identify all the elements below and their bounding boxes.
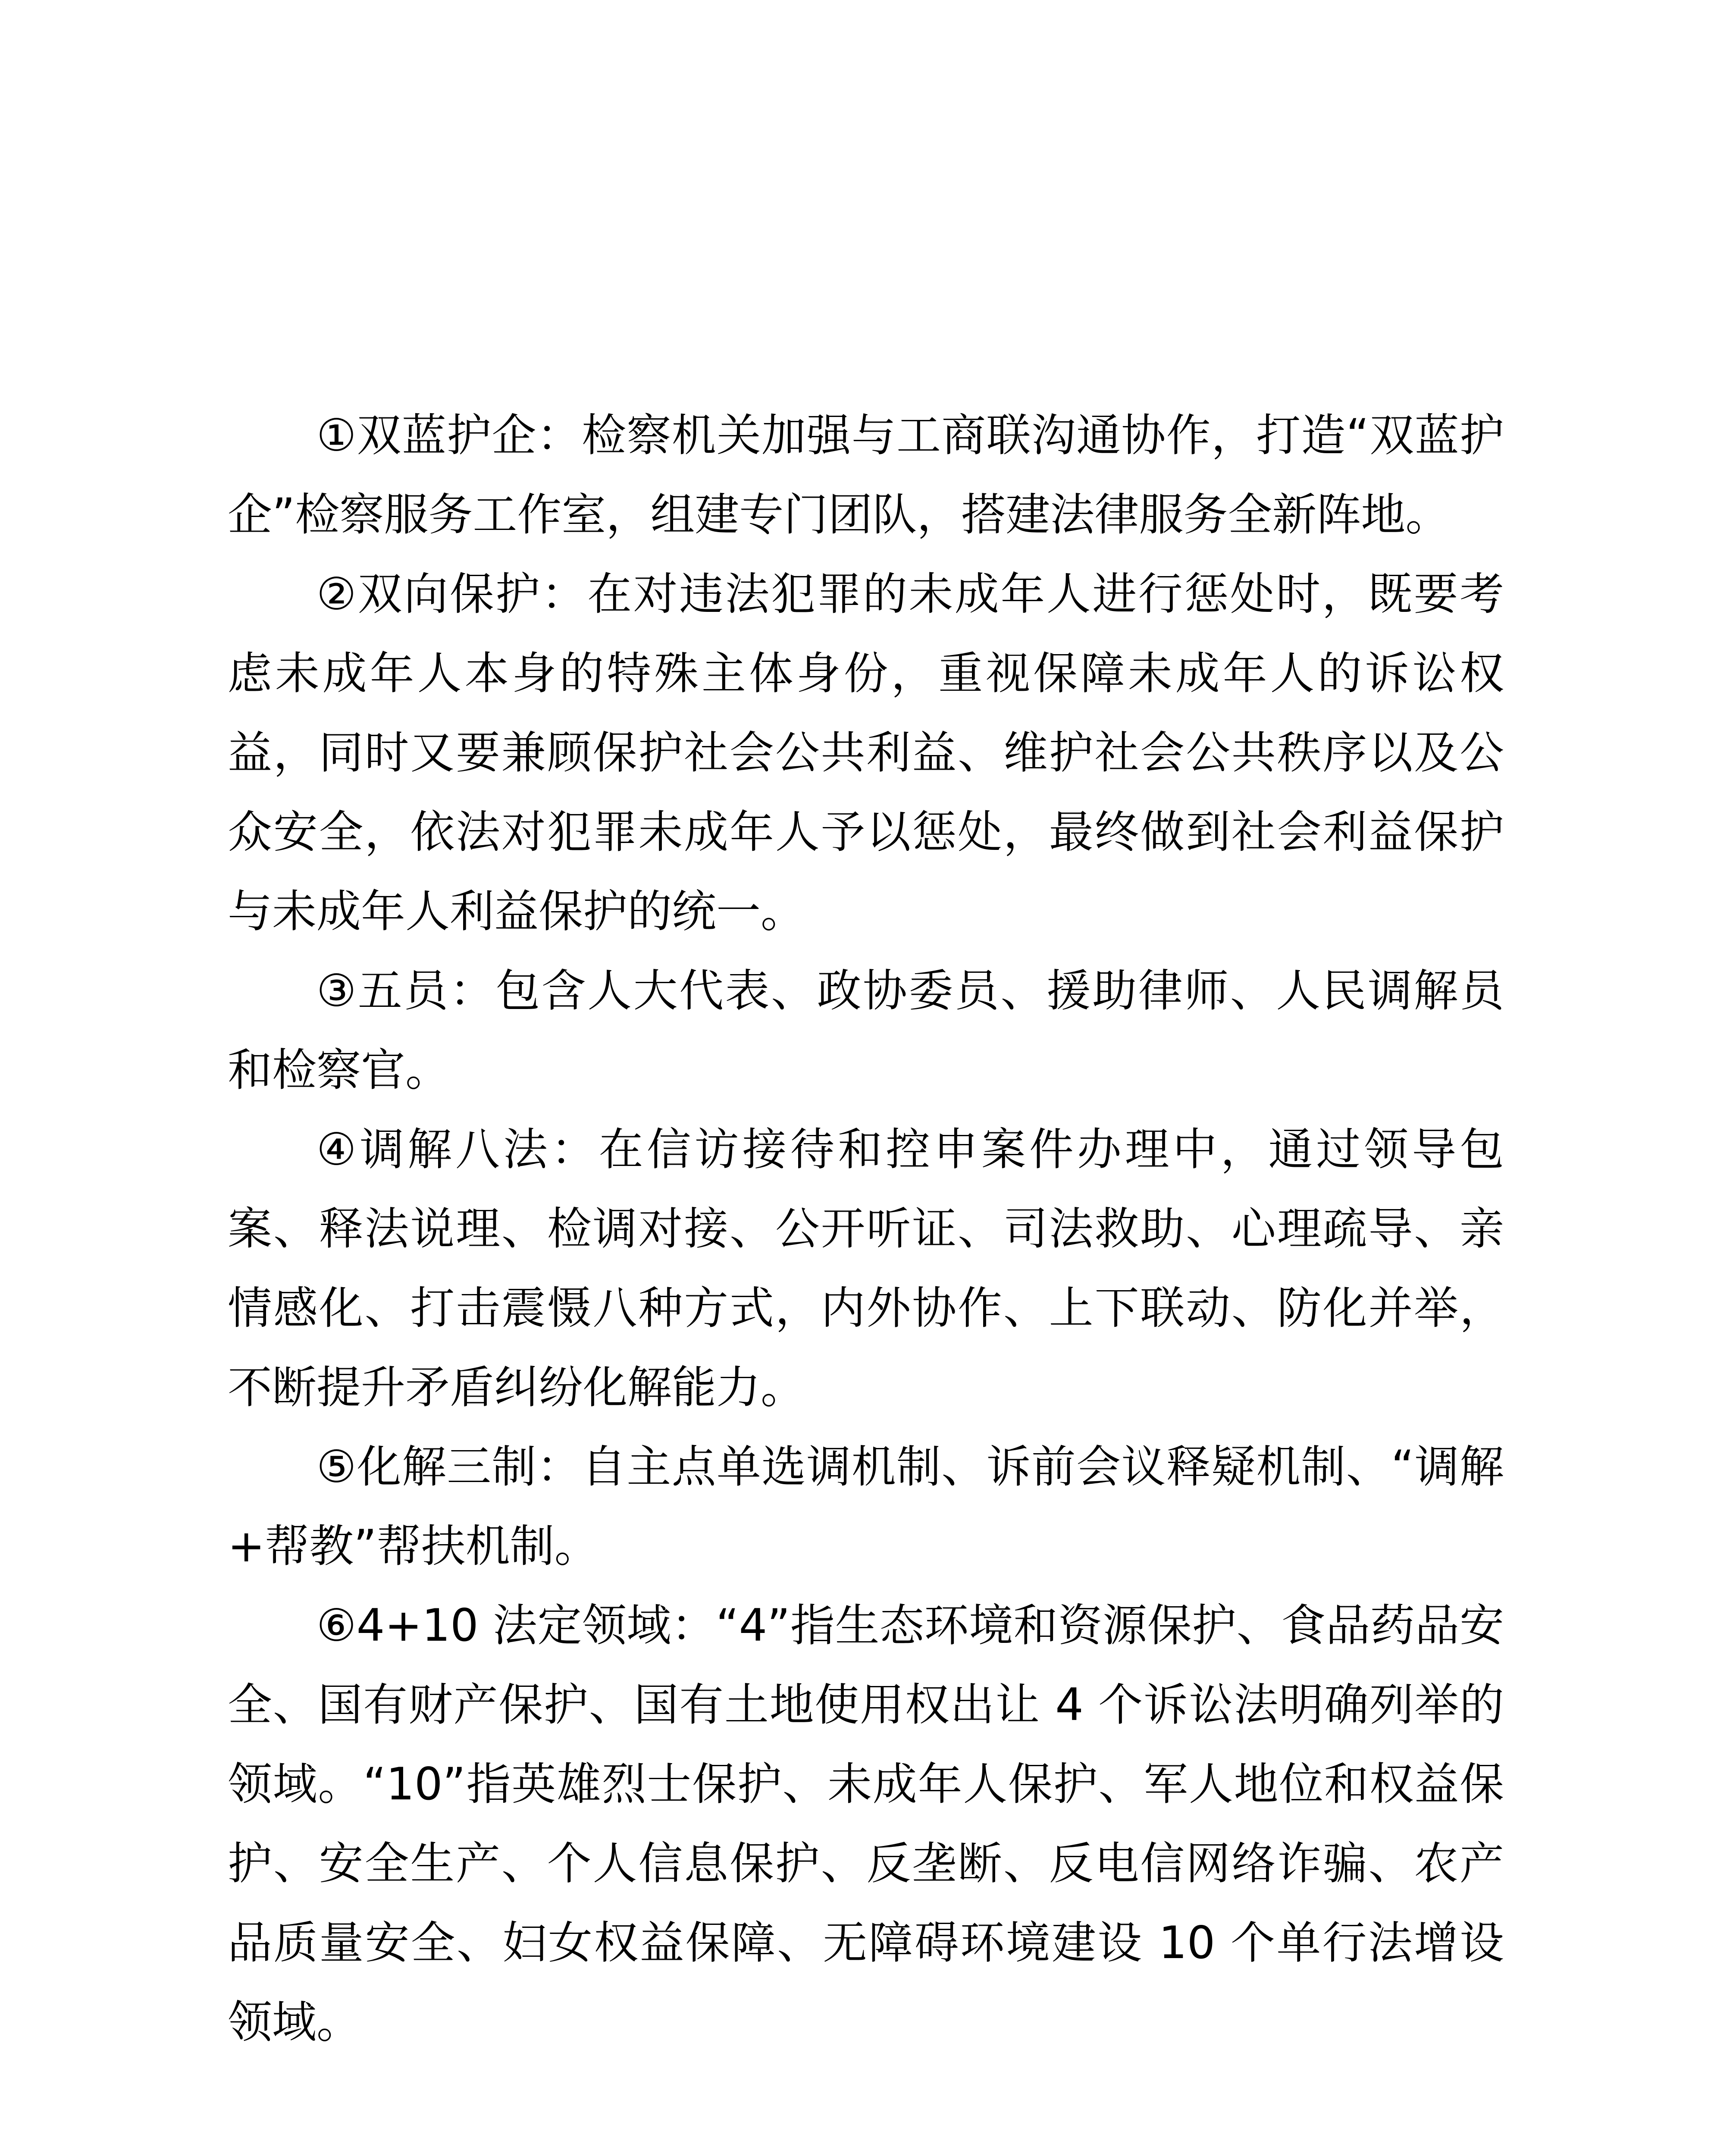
paragraph-huajie-sanzhi: ⑤化解三制：自主点单选调机制、诉前会议释疑机制、“调解+帮教”帮扶机制。 [228, 1441, 1504, 1572]
paragraph-fading-lingyu: ⑥4+10 法定领域：“4”指生态环境和资源保护、食品药品安全、国有财产保护、国有土地使用权出让 4 个诉讼法明确列举的领域。“10”指英雄烈士保护、未成年人保护、军人地位和权益保护、安全生产、个人信息保护、反垄断、反电信网络诈骗、农产品质量安全、妇女权益保障、无障碍环境建设 10 个单行法增设领域。 [228, 1600, 1504, 2048]
paragraph-shuangxiang-baohu: ②双向保护：在对违法犯罪的未成年人进行惩处时，既要考虑未成年人本身的特殊主体身份，重视保障未成年人的诉讼权益，同时又要兼顾保护社会公共利益、维护社会公共秩序以及公众安全，依法对犯罪未成年人予以惩处，最终做到社会利益保护与未成年人利益保护的统一。 [228, 568, 1504, 937]
paragraph-shuanglan-huqi: ①双蓝护企：检察机关加强与工商联沟通协作，打造“双蓝护企”检察服务工作室，组建专门团队，搭建法律服务全新阵地。 [228, 410, 1504, 541]
paragraph-wuyuan: ③五员：包含人大代表、政协委员、援助律师、人民调解员和检察官。 [228, 965, 1504, 1096]
paragraph-tiaojie-bafa: ④调解八法：在信访接待和控申案件办理中，通过领导包案、释法说理、检调对接、公开听证、司法救助、心理疏导、亲情感化、打击震慑八种方式，内外协作、上下联动、防化并举，不断提升矛盾纠纷化解能力。 [228, 1124, 1504, 1413]
body-text [228, 396, 1504, 2062]
